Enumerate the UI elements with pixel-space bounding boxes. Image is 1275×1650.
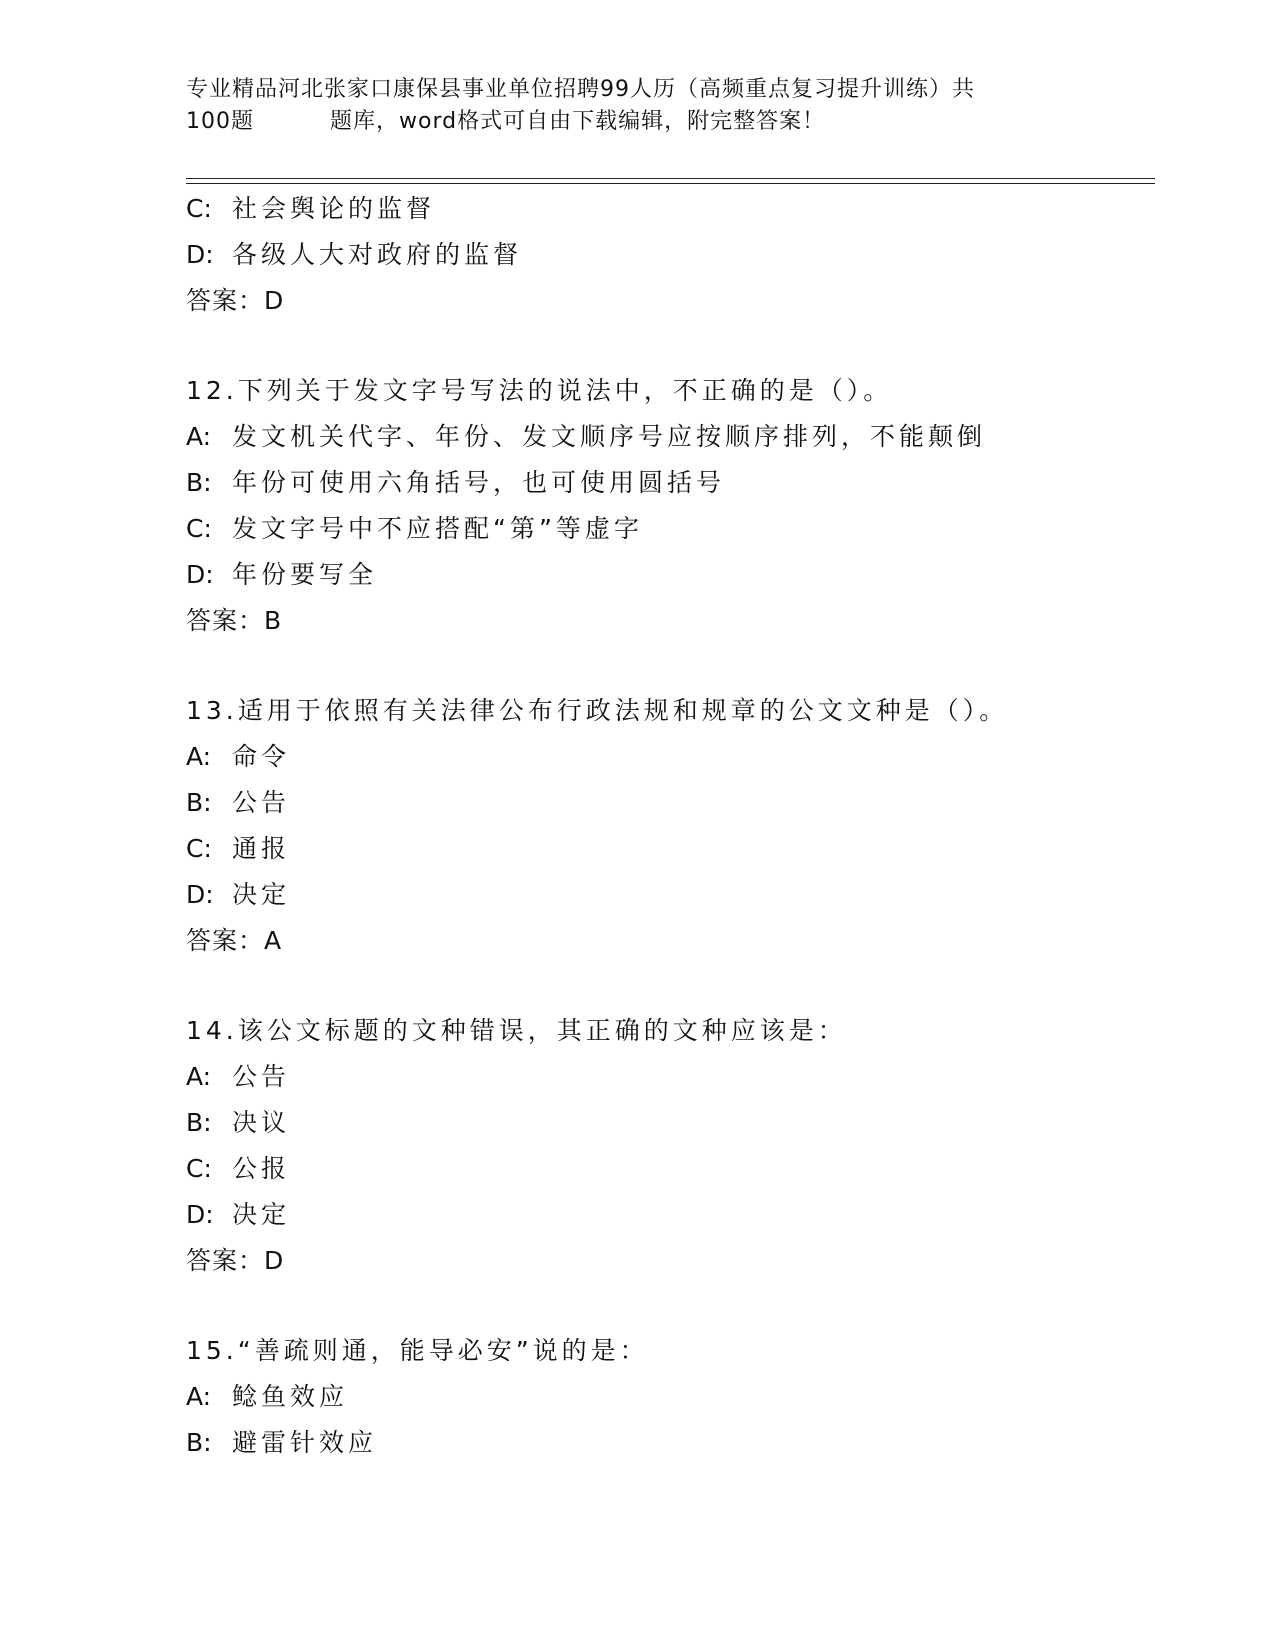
question-stem: 12.下列关于发文字号写法的说法中，不正确的是（）。 — [186, 376, 893, 405]
option-text: 社会舆论的监督 — [232, 194, 436, 223]
option-c — [186, 186, 1166, 232]
question-stem: 13.适用于依照有关法律公布行政法规和规章的公文文种是（）。 — [186, 696, 1009, 725]
option-text: 决议 — [232, 1108, 291, 1137]
question-block — [186, 368, 1166, 644]
option-text: 公报 — [232, 1154, 291, 1183]
option-label: A: — [186, 1382, 212, 1411]
option-label: A: — [186, 1062, 212, 1091]
option-label: B: — [186, 468, 212, 497]
option-label: B: — [186, 1428, 212, 1457]
option-d — [186, 552, 1166, 598]
option-label: D: — [186, 240, 214, 269]
option-label: A: — [186, 742, 212, 771]
answer-line: 答案：D — [186, 286, 285, 315]
question-block — [186, 688, 1166, 964]
option-label: A: — [186, 422, 212, 451]
option-text: 避雷针效应 — [232, 1428, 378, 1457]
option-text: 公告 — [232, 788, 291, 817]
header-question-count: 100题 — [186, 109, 254, 134]
header-divider-top — [186, 178, 1155, 179]
option-d — [186, 232, 1166, 278]
option-label: D: — [186, 1200, 214, 1229]
option-b — [186, 460, 1166, 506]
answer-line: 答案：B — [186, 606, 283, 635]
document-header — [186, 74, 1066, 138]
option-label: D: — [186, 880, 214, 909]
option-text: 决定 — [232, 880, 291, 909]
option-label: C: — [186, 1154, 212, 1183]
option-c — [186, 826, 1166, 872]
header-title-line1: 专业精品河北张家口康保县事业单位招聘99人历（高频重点复习提升训练）共 — [186, 77, 975, 102]
option-b — [186, 1420, 1166, 1466]
option-text: 发文机关代字、年份、发文顺序号应按顺序排列，不能颠倒 — [232, 422, 987, 451]
header-divider-bottom — [186, 183, 1155, 184]
option-text: 决定 — [232, 1200, 291, 1229]
option-label: D: — [186, 560, 214, 589]
option-a — [186, 1374, 1166, 1420]
answer-line: 答案：A — [186, 926, 283, 955]
option-text: 年份要写全 — [232, 560, 378, 589]
option-label: B: — [186, 1108, 212, 1137]
option-a — [186, 414, 1166, 460]
question-stem: 15.“善疏则通，能导必安”说的是： — [186, 1336, 649, 1365]
option-label: B: — [186, 788, 212, 817]
option-d — [186, 872, 1166, 918]
option-b — [186, 780, 1166, 826]
question-stem: 14.该公文标题的文种错误，其正确的文种应该是： — [186, 1016, 847, 1045]
question-list — [186, 186, 1166, 1466]
option-text: 鲶鱼效应 — [232, 1382, 349, 1411]
option-text: 各级人大对政府的监督 — [232, 240, 523, 269]
option-a — [186, 1054, 1166, 1100]
option-a — [186, 734, 1166, 780]
question-block — [186, 1008, 1166, 1284]
option-text: 通报 — [232, 834, 291, 863]
option-c — [186, 1146, 1166, 1192]
header-title-line2 — [186, 106, 1066, 138]
option-text: 年份可使用六角括号，也可使用圆括号 — [232, 468, 726, 497]
answer-line: 答案：D — [186, 1246, 285, 1275]
option-label: C: — [186, 194, 212, 223]
question-block — [186, 186, 1166, 324]
option-b — [186, 1100, 1166, 1146]
option-label: C: — [186, 514, 212, 543]
question-block — [186, 1328, 1166, 1466]
option-label: C: — [186, 834, 212, 863]
option-text: 命令 — [232, 742, 291, 771]
option-c — [186, 506, 1166, 552]
option-text: 发文字号中不应搭配“第”等虚字 — [232, 514, 643, 543]
option-text: 公告 — [232, 1062, 291, 1091]
option-d — [186, 1192, 1166, 1238]
header-description: 题库，word格式可自由下载编辑，附完整答案！ — [330, 109, 826, 134]
